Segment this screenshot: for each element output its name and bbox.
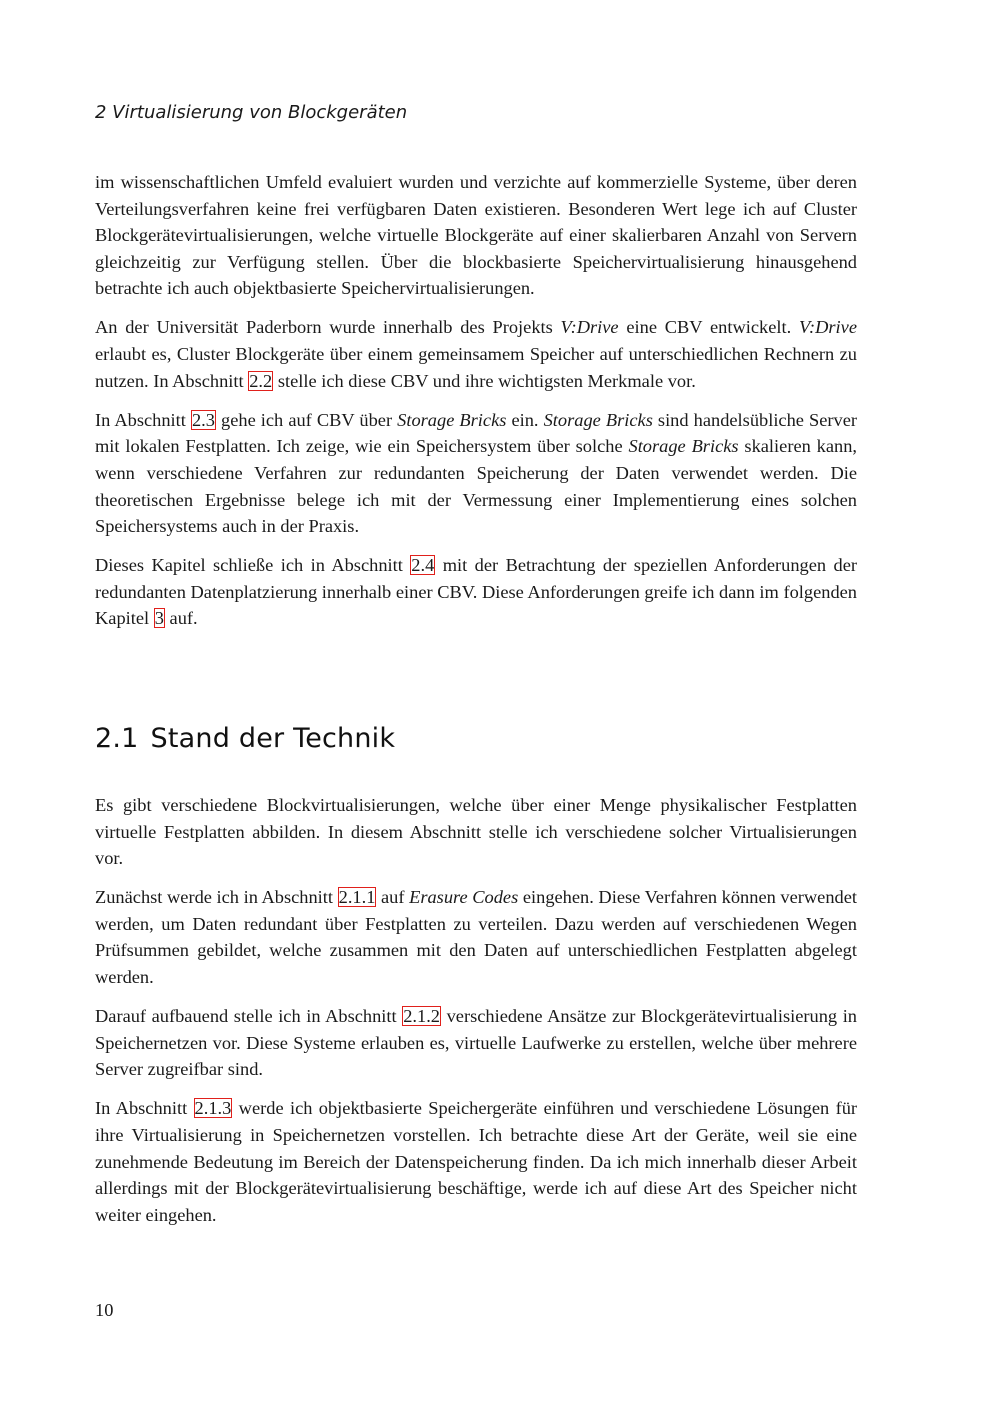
section-number: 2.1	[95, 723, 139, 754]
text-run: In Abschnitt	[95, 409, 191, 430]
text-run: mit der Betrachtung der speziellen Anforderungen der redundanten Datenplatzierung innerhalb einer CBV. Diese Anforderungen greife ich dann im folgenden Kapitel	[95, 555, 858, 629]
text-run: Darauf aufbauend stelle ich in Abschnitt	[95, 1006, 403, 1027]
intro-paragraph-1: im wissenschaftlichen Umfeld evaluiert wurden und verzichte auf kommerzielle Systeme, über deren Verteilungsverfahren keine frei verfügbaren Daten existieren. Besonderen Wert lege ich auf Cluster Blockgerätevirtualisierungen, welche virtuelle Blockgeräte auf einer skalierbaren Anzahl von Servern gleichzeitig zur Verfügung stellen. Über die blockbasierte Speichervirtualisierung hinausgehend betrachte ich auch objektbasierte Speichervirtualisierungen.	[95, 172, 857, 299]
intro-paragraph-4	[95, 552, 857, 632]
term-emphasis: Storage Bricks	[628, 436, 739, 457]
term-emphasis: Erasure Codes	[409, 887, 519, 908]
section-link-2-1-1[interactable]: 2.1.1	[338, 887, 376, 908]
text-run: skalieren kann, wenn verschiedene Verfahren zur redundanten Speicherung der Daten verwendet werden. Die theoretischen Ergebnisse belege ich mit der Vermessung einer Implementierung eines solchen Speichersystems auch in der Praxis.	[95, 436, 857, 537]
text-run: auf	[376, 887, 410, 908]
text-run: gehe ich auf CBV über	[215, 409, 398, 430]
page-number: 10	[95, 1300, 114, 1320]
text-run: stelle ich diese CBV und ihre wichtigsten Merkmale vor.	[273, 370, 696, 391]
section-text	[95, 792, 857, 1241]
section-link-2-4[interactable]: 2.4	[411, 555, 435, 576]
text-run: werde ich objektbasierte Speichergeräte einführen und verschiedene Lösungen für ihre Virtualisierung in Speichernetzen vorstellen. Ich betrachte diese Art der Geräte, weil sie eine zunehmende Bedeutung im Bereich der Datenspeicherung finden. Da ich mich innerhalb dieser Arbeit allerdings mit der Blockgerätevirtualisierung beschäftige, werde ich auf diese Art des Speicher nicht weiter eingehen.	[95, 1098, 858, 1225]
section-link-2-1-3[interactable]: 2.1.3	[194, 1098, 232, 1119]
section-link-2-1-2[interactable]: 2.1.2	[403, 1006, 440, 1027]
section-title: Stand der Technik	[150, 723, 396, 754]
text-run: sind handelsübliche Server mit lokalen Festplatten. Ich zeige, wie ein Speichersystem über solche	[95, 409, 858, 457]
text-run: ein.	[506, 409, 544, 430]
text-run: An der Universität Paderborn wurde innerhalb des Projekts	[95, 317, 561, 338]
text-run: eingehen. Diese Verfahren können verwendet werden, um Daten redundant über Festplatten zu verteilen. Dazu werden auf verschiedenen Wegen Prüfsummen gebildet, welche zusammen mit den Daten auf unterschiedlichen Festplatten abgelegt werden.	[95, 887, 857, 988]
section-link-2-3[interactable]: 2.3	[191, 409, 215, 430]
term-emphasis: Storage Bricks	[543, 409, 653, 430]
chapter-link-3[interactable]: 3	[154, 608, 164, 629]
text-run: In Abschnitt	[95, 1098, 194, 1119]
intro-paragraph-3	[95, 407, 857, 540]
intro-text	[95, 169, 857, 645]
text-run: erlaubt es, Cluster Blockgeräte über einem gemeinsamem Speicher auf unterschiedlichen Rechnern zu nutzen. In Abschnitt	[95, 344, 857, 391]
section-paragraph-1: Es gibt verschiedene Blockvirtualisierungen, welche über einer Menge physikalischer Festplatten virtuelle Festplatten abbilden. In diesem Abschnitt stelle ich verschiedene solcher Virtualisierungen vor.	[95, 795, 857, 869]
text-run: Dieses Kapitel schließe ich in Abschnitt	[95, 555, 411, 576]
section-heading	[95, 723, 395, 754]
project-name: V:Drive	[798, 317, 857, 338]
term-emphasis: Storage Bricks	[397, 409, 507, 430]
intro-paragraph-2	[95, 314, 857, 394]
text-run: eine CBV entwickelt.	[618, 317, 799, 338]
text-run: auf.	[164, 608, 198, 629]
section-paragraph-3	[95, 1003, 857, 1083]
section-paragraph-4	[95, 1095, 857, 1228]
section-paragraph-2	[95, 884, 857, 990]
project-name: V:Drive	[560, 317, 619, 338]
text-run: verschiedene Ansätze zur Blockgerätevirtualisierung in Speichernetzen vor. Diese Systeme erlauben es, virtuelle Laufwerke zu erstellen, welche über mehrere Server zugreifbar sind.	[95, 1006, 857, 1080]
running-header: 2 Virtualisierung von Blockgeräten	[95, 102, 408, 123]
text-run: Zunächst werde ich in Abschnitt	[95, 887, 338, 908]
section-link-2-2[interactable]: 2.2	[249, 370, 273, 391]
